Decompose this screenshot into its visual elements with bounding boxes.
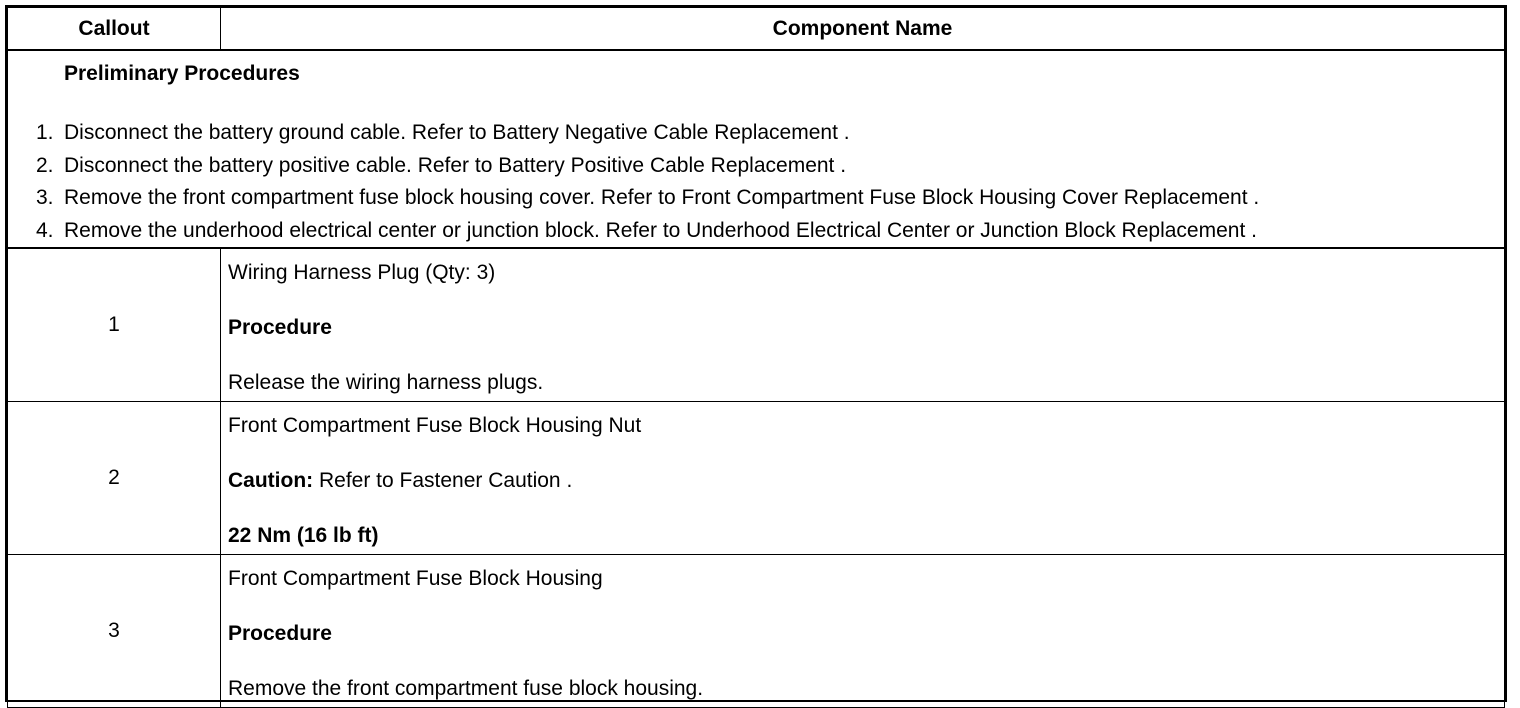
step-text: Disconnect the battery positive cable. Refer to Battery Positive Cable Replacement . bbox=[64, 153, 847, 177]
callout-header: Callout bbox=[8, 8, 221, 51]
table-header-row bbox=[8, 8, 1505, 51]
procedure-label: Procedure bbox=[228, 316, 332, 339]
preliminary-steps-list bbox=[8, 117, 1504, 247]
component-cell bbox=[221, 402, 1505, 555]
callout-number: 2 bbox=[8, 402, 221, 555]
procedure-detail: Release the wiring harness plugs. bbox=[228, 371, 544, 394]
preliminary-procedures-title: Preliminary Procedures bbox=[64, 62, 300, 85]
step-text: Remove the front compartment fuse block housing cover. Refer to Front Compartment Fuse Block Housing Cover Replacement . bbox=[64, 186, 1260, 209]
step-text: Disconnect the battery ground cable. Refer to Battery Negative Cable Replacement . bbox=[64, 121, 850, 144]
step-number: 4. bbox=[36, 218, 54, 242]
component-cell bbox=[221, 555, 1505, 708]
component-name-header: Component Name bbox=[221, 8, 1505, 51]
list-item bbox=[8, 150, 1504, 183]
list-item bbox=[8, 182, 1504, 215]
procedure-table bbox=[7, 7, 1505, 708]
procedure-detail: Remove the front compartment fuse block housing. bbox=[228, 677, 704, 700]
table-row bbox=[8, 555, 1505, 708]
list-item bbox=[8, 117, 1504, 150]
table-row bbox=[8, 248, 1505, 402]
callout-number: 1 bbox=[8, 248, 221, 402]
component-name: Wiring Harness Plug (Qty: 3) bbox=[228, 261, 496, 284]
procedure-table-frame bbox=[5, 5, 1507, 702]
step-number: 3. bbox=[36, 186, 54, 209]
component-name: Front Compartment Fuse Block Housing Nut bbox=[228, 414, 642, 437]
table-row bbox=[8, 402, 1505, 555]
caution-label: Caution: bbox=[228, 469, 314, 492]
step-number: 1. bbox=[36, 121, 54, 144]
preliminary-procedures-row bbox=[8, 50, 1505, 248]
list-item bbox=[8, 215, 1504, 248]
component-cell bbox=[221, 248, 1505, 402]
caution-text: Refer to Fastener Caution . bbox=[313, 469, 573, 492]
step-number: 2. bbox=[36, 153, 54, 177]
component-name: Front Compartment Fuse Block Housing bbox=[228, 567, 603, 590]
procedure-label: Procedure bbox=[228, 622, 332, 645]
step-text: Remove the underhood electrical center or junction block. Refer to Underhood Electrical Center or Junction Block Replacement . bbox=[64, 218, 1257, 242]
caution-line bbox=[228, 469, 1504, 493]
callout-number: 3 bbox=[8, 555, 221, 708]
preliminary-procedures-cell bbox=[8, 50, 1505, 248]
torque-spec: 22 Nm (16 lb ft) bbox=[228, 524, 379, 547]
